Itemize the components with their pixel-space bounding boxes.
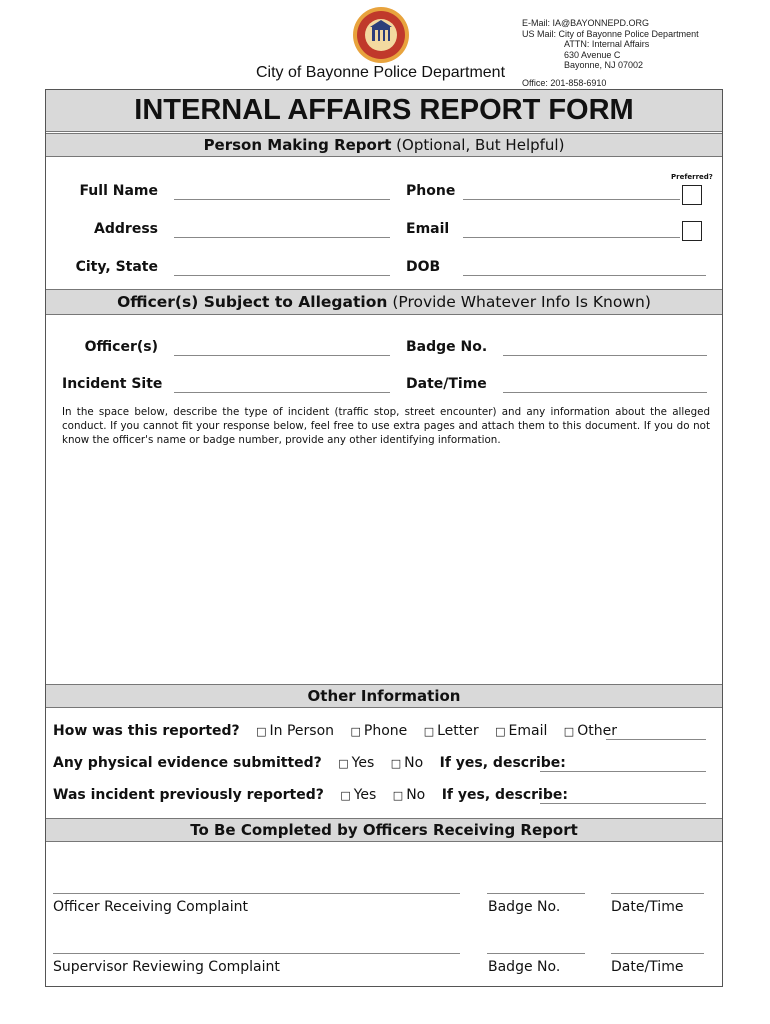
contact-email: E-Mail: IA@BAYONNEPD.ORG — [522, 18, 649, 28]
contact-street: 630 Avenue C — [564, 49, 621, 60]
option-label: Yes — [353, 787, 377, 803]
section-title-rest: (Provide Whatever Info Is Known) — [387, 293, 651, 311]
checkbox-icon: □ — [423, 725, 435, 738]
option-label: Letter — [437, 723, 479, 739]
contact-city: Bayonne, NJ 07002 — [564, 60, 644, 70]
label-date-time: Date/Time — [406, 376, 487, 392]
section-officers-receiving — [46, 818, 722, 842]
checkbox-icon: □ — [495, 725, 506, 738]
label-supervisor-reviewing: Supervisor Reviewing Complaint — [53, 959, 280, 975]
if-yes-label: If yes, describe: — [439, 755, 566, 771]
officer-datetime-line[interactable] — [611, 893, 704, 894]
label-officer-receiving: Officer Receiving Complaint — [53, 899, 248, 915]
email-field[interactable] — [463, 237, 680, 238]
label-city-state: City, State — [75, 259, 158, 275]
phone-preferred-checkbox[interactable] — [682, 185, 702, 205]
checkbox-icon: □ — [256, 725, 267, 738]
option-phone[interactable] — [350, 723, 407, 739]
checkbox-icon: □ — [350, 725, 361, 738]
date-time-field[interactable] — [503, 392, 707, 393]
evidence-describe-field[interactable] — [540, 771, 706, 772]
checkbox-icon: □ — [340, 789, 351, 802]
option-label: No — [406, 787, 426, 803]
contact-attn: ATTN: Internal Affairs — [564, 39, 650, 49]
section-person-making-report — [46, 133, 722, 157]
label-officer-datetime: Date/Time — [611, 899, 684, 915]
section-officers-subject — [46, 289, 722, 315]
section-title-rest: (Optional, But Helpful) — [391, 136, 565, 154]
option-label: Email — [508, 723, 548, 739]
email-preferred-checkbox[interactable] — [682, 221, 702, 241]
address-field[interactable] — [174, 237, 390, 238]
label-supervisor-badge: Badge No. — [488, 959, 561, 975]
officers-field[interactable] — [174, 355, 390, 356]
label-dob: DOB — [406, 259, 441, 275]
instructions-text: In the space below, describe the type of incident (traffic stop, street encounter) and any information about the alleged conduct. If you cannot fit your response below, feel free to use extra pages and attach them to this document. If you do not know the officer's name or badge number, provide any other identifying information. — [62, 406, 710, 446]
checkbox-icon: □ — [563, 725, 575, 738]
question-previously-reported — [53, 787, 568, 803]
contact-mail: US Mail: City of Bayonne Police Department — [522, 28, 699, 39]
label-officers: Officer(s) — [84, 339, 158, 355]
city-state-field[interactable] — [174, 275, 390, 276]
option-label: Yes — [351, 755, 375, 771]
question-how-reported — [53, 723, 617, 739]
previous-yes[interactable] — [340, 787, 376, 803]
option-other[interactable] — [564, 723, 617, 739]
label-officer-badge: Badge No. — [488, 899, 561, 915]
full-name-field[interactable] — [174, 199, 390, 200]
option-label: In Person — [269, 723, 335, 739]
option-in-person[interactable] — [256, 723, 334, 739]
department-name: City of Bayonne Police Department — [256, 64, 506, 81]
option-email[interactable] — [495, 723, 547, 739]
question-label: Was incident previously reported? — [53, 787, 324, 803]
incident-description-area[interactable] — [52, 460, 716, 678]
if-yes-label: If yes, describe: — [441, 787, 568, 803]
option-label: Other — [577, 723, 617, 739]
label-email: Email — [406, 221, 450, 237]
checkbox-icon: □ — [392, 789, 404, 802]
supervisor-signature-line[interactable] — [53, 953, 460, 954]
dob-field[interactable] — [463, 275, 706, 276]
badge-no-field[interactable] — [503, 355, 707, 356]
previous-no[interactable] — [393, 787, 425, 803]
section-title: Other Information — [307, 687, 461, 705]
option-label: No — [404, 755, 424, 771]
supervisor-datetime-line[interactable] — [611, 953, 704, 954]
question-label: Any physical evidence submitted? — [53, 755, 322, 771]
preferred-label: Preferred? — [671, 173, 713, 181]
section-other-information — [46, 684, 722, 708]
phone-field[interactable] — [463, 199, 680, 200]
section-title-bold: Officer(s) Subject to Allegation — [117, 293, 388, 311]
section-title: To Be Completed by Officers Receiving Report — [190, 821, 578, 839]
incident-site-field[interactable] — [174, 392, 390, 393]
police-seal-logo — [352, 6, 410, 64]
office-phone: Office: 201-858-6910 — [522, 78, 607, 88]
option-label: Phone — [363, 723, 408, 739]
evidence-yes[interactable] — [338, 755, 374, 771]
option-letter[interactable] — [424, 723, 479, 739]
checkbox-icon: □ — [390, 757, 402, 770]
officer-badge-line[interactable] — [487, 893, 585, 894]
officer-receiving-signature-line[interactable] — [53, 893, 460, 894]
label-full-name: Full Name — [79, 183, 158, 199]
question-label: How was this reported? — [53, 723, 240, 739]
label-phone: Phone — [406, 183, 456, 199]
label-incident-site: Incident Site — [62, 376, 163, 392]
previous-describe-field[interactable] — [540, 803, 706, 804]
question-physical-evidence — [53, 755, 566, 771]
section-title-bold: Person Making Report — [203, 136, 392, 154]
contact-block — [522, 18, 699, 71]
form-title: INTERNAL AFFAIRS REPORT FORM — [46, 90, 722, 132]
label-supervisor-datetime: Date/Time — [611, 959, 684, 975]
other-method-field[interactable] — [606, 739, 706, 740]
label-address: Address — [94, 221, 158, 237]
supervisor-badge-line[interactable] — [487, 953, 585, 954]
evidence-no[interactable] — [391, 755, 423, 771]
label-badge-no: Badge No. — [406, 339, 488, 355]
checkbox-icon: □ — [338, 757, 349, 770]
